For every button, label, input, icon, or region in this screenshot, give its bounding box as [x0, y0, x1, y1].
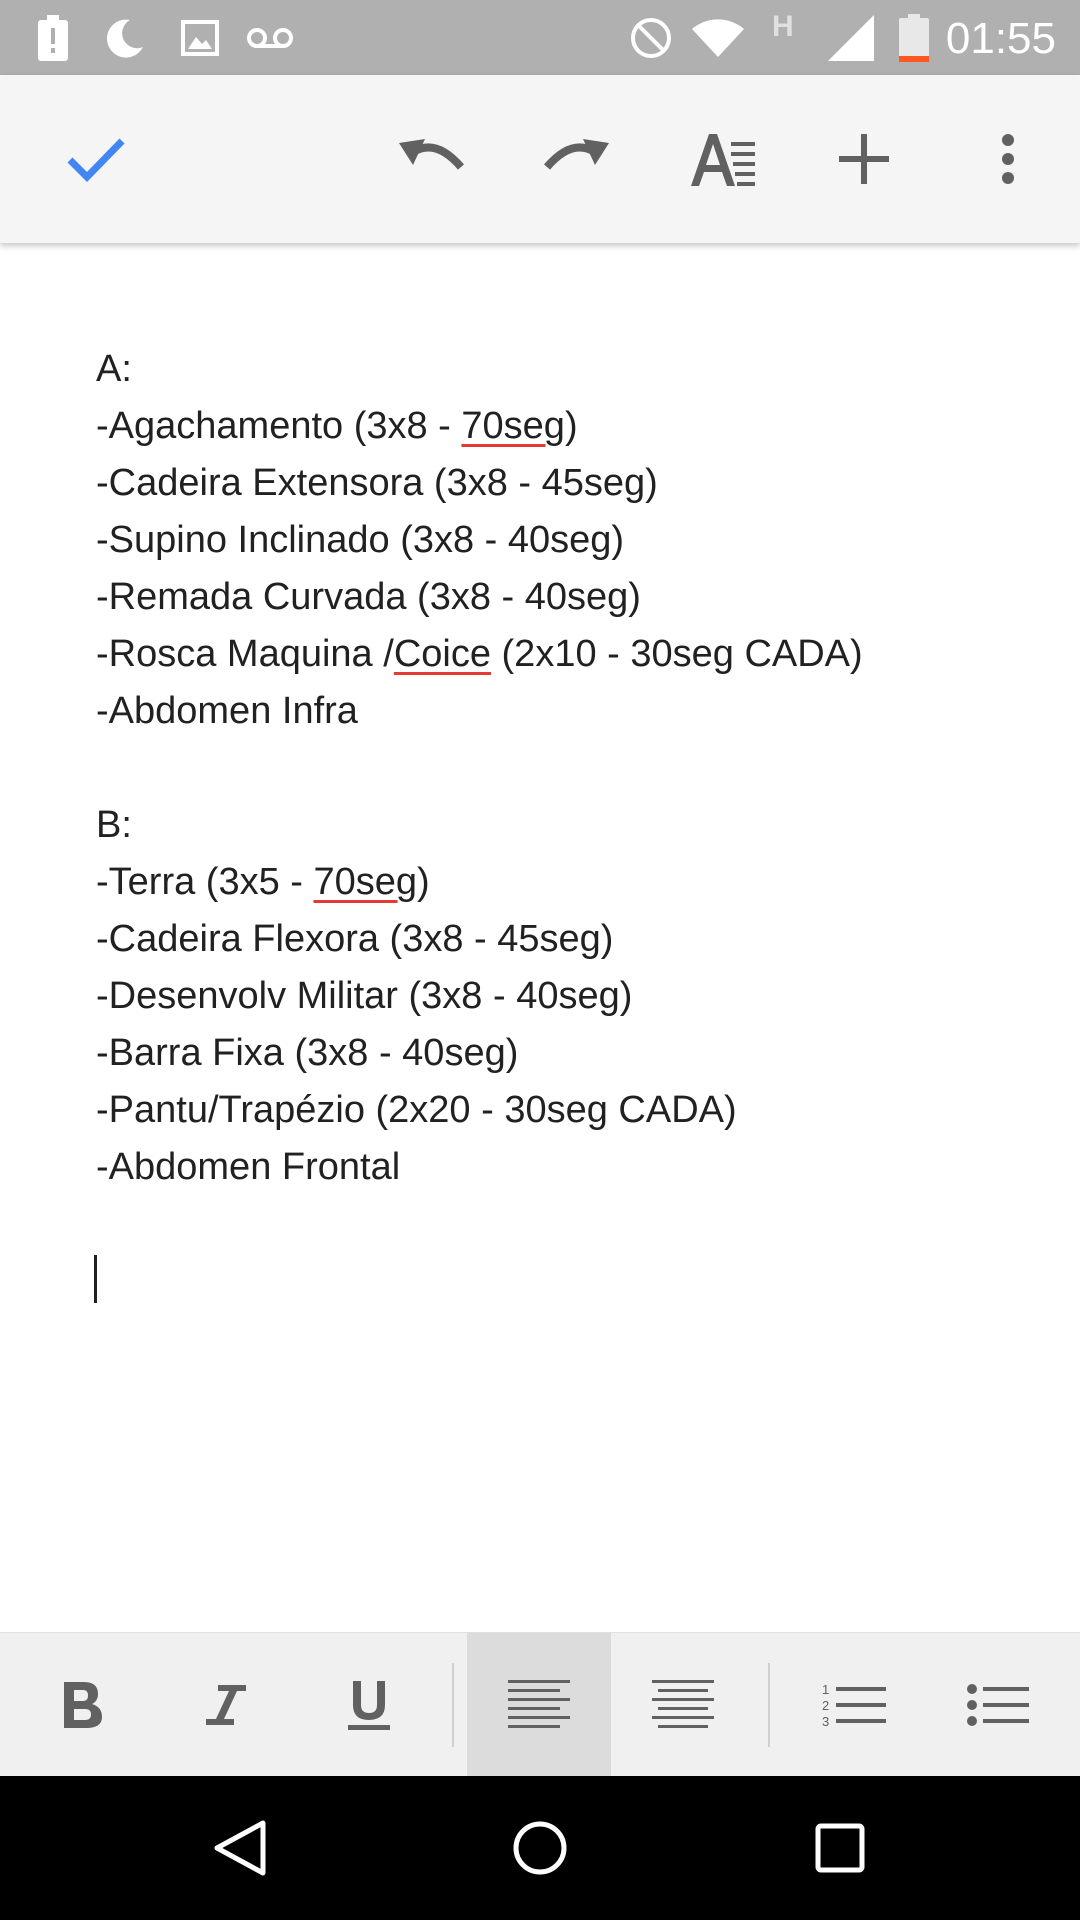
document-canvas[interactable] [0, 243, 1080, 1632]
text-run: ) [417, 861, 430, 903]
underline-button[interactable] [297, 1633, 441, 1777]
doc-line[interactable]: -Supino Inclinado (3x8 - 40seg) [96, 519, 625, 561]
back-icon [213, 1819, 267, 1877]
voicemail-icon [244, 0, 296, 75]
text-format-icon [689, 130, 755, 188]
system-nav-bar [0, 1776, 1080, 1920]
network-type-label: H [772, 10, 794, 43]
italic-button[interactable] [154, 1633, 298, 1777]
italic-icon [204, 1683, 248, 1727]
text-run: ) [564, 405, 578, 447]
more-vert-icon [1001, 134, 1015, 184]
numbered-list-icon [822, 1682, 886, 1728]
text-run: -Terra (3x5 - [96, 861, 314, 903]
format-bar [0, 1632, 1080, 1776]
doc-line-a-heading[interactable]: A: [96, 348, 132, 390]
editor-toolbar [0, 75, 1080, 243]
undo-button[interactable] [372, 75, 492, 243]
svg-text:3: 3 [822, 1714, 830, 1728]
align-center-button[interactable] [611, 1633, 755, 1777]
text-run: -Agachamento (3x8 - [96, 405, 462, 447]
doc-line[interactable]: -Cadeira Extensora (3x8 - 45seg) [96, 462, 658, 504]
doc-line[interactable]: -Cadeira Flexora (3x8 - 45seg) [96, 918, 614, 960]
wifi-icon [690, 0, 746, 75]
bulleted-list-button[interactable] [926, 1633, 1070, 1777]
doc-line[interactable] [96, 854, 1056, 911]
bold-icon [60, 1680, 104, 1730]
home-icon [512, 1820, 568, 1876]
align-left-icon [508, 1680, 570, 1730]
numbered-list-button[interactable] [782, 1633, 926, 1777]
format-divider [768, 1663, 770, 1747]
status-bar [0, 0, 1080, 75]
text-cursor [94, 1255, 97, 1303]
block-icon [626, 0, 676, 75]
check-icon [66, 136, 126, 182]
format-divider [452, 1663, 454, 1747]
doc-line[interactable]: -Pantu/Trapézio (2x20 - 30seg CADA) [96, 1089, 737, 1131]
spellcheck-word[interactable]: Coice [393, 633, 491, 675]
doc-line[interactable]: -Abdomen Infra [96, 690, 358, 732]
signal-icon [826, 0, 876, 75]
svg-text:2: 2 [822, 1698, 830, 1713]
status-clock: 01:55 [945, 14, 1056, 63]
doc-line[interactable] [96, 398, 1056, 455]
alert-battery-icon [34, 0, 72, 75]
underline-icon [348, 1679, 390, 1731]
insert-button[interactable] [804, 75, 924, 243]
recents-button[interactable] [760, 1776, 920, 1920]
doc-line[interactable]: -Abdomen Frontal [96, 1146, 401, 1188]
add-icon [839, 134, 889, 184]
undo-icon [397, 137, 467, 181]
home-button[interactable] [460, 1776, 620, 1920]
spellcheck-word[interactable]: 70seg [313, 861, 418, 903]
doc-line[interactable]: -Desenvolv Militar (3x8 - 40seg) [96, 975, 633, 1017]
doc-line-b-heading[interactable]: B: [96, 804, 132, 846]
text-run: -Rosca Maquina / [96, 633, 394, 675]
doc-blank-line[interactable] [96, 740, 1056, 797]
done-button[interactable] [36, 75, 156, 243]
redo-button[interactable] [516, 75, 636, 243]
bold-button[interactable] [10, 1633, 154, 1777]
redo-icon [541, 137, 611, 181]
doc-line[interactable] [96, 626, 1056, 683]
moon-icon [100, 0, 150, 75]
text-format-button[interactable] [662, 75, 782, 243]
spellcheck-word[interactable]: 70seg [461, 405, 565, 447]
text-run: (2x10 - 30seg CADA) [490, 633, 863, 675]
recents-icon [815, 1823, 865, 1873]
align-center-icon [652, 1680, 714, 1730]
document-body[interactable] [96, 341, 1056, 1196]
doc-line[interactable]: -Remada Curvada (3x8 - 40seg) [96, 576, 641, 618]
doc-line[interactable]: -Barra Fixa (3x8 - 40seg) [96, 1032, 519, 1074]
bulleted-list-icon [967, 1683, 1029, 1727]
more-options-button[interactable] [948, 75, 1068, 243]
svg-text:1: 1 [822, 1682, 830, 1697]
battery-low-icon [896, 0, 932, 75]
back-button[interactable] [160, 1776, 320, 1920]
image-icon [175, 0, 225, 75]
align-left-button[interactable] [467, 1633, 611, 1777]
